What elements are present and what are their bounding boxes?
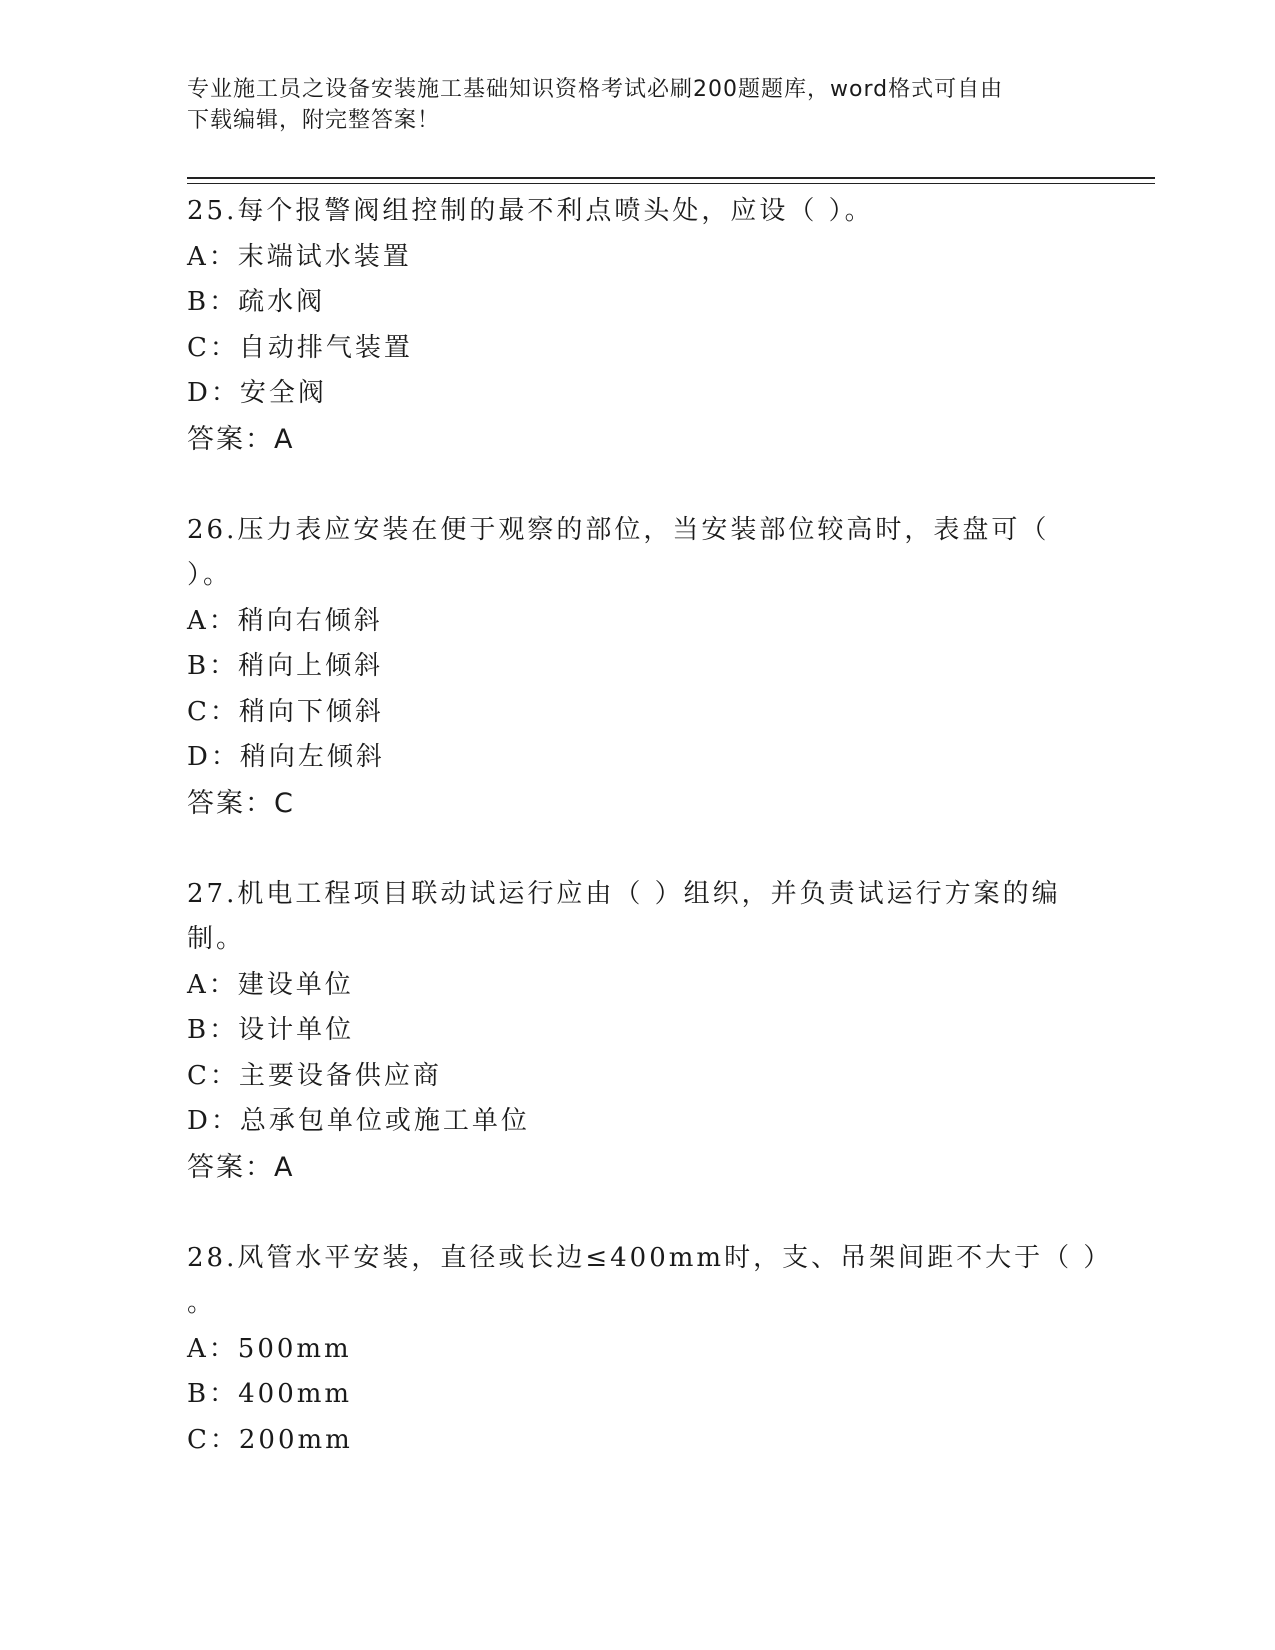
header-divider-thick	[187, 177, 1155, 179]
option-a: A：建设单位	[187, 969, 354, 1000]
question-stem: 25.每个报警阀组控制的最不利点喷头处，应设（ ）。	[187, 196, 874, 226]
question-list	[187, 189, 1113, 1463]
option-b: B：稍向上倾斜	[187, 651, 384, 681]
option-c: C：稍向下倾斜	[187, 696, 384, 727]
question-stem-continued: 制。	[187, 924, 246, 954]
option-c: C：自动排气装置	[187, 332, 413, 363]
header-line-2: 下载编辑，附完整答案！	[187, 108, 441, 133]
question-stem-continued: 。	[187, 1288, 217, 1318]
question-spacer	[187, 826, 1077, 872]
question-27	[187, 872, 1077, 1191]
option-b: B：400mm	[187, 1379, 353, 1409]
question-stem: 27.机电工程项目联动试运行应由（ ）组织，并负责试运行方案的编	[187, 878, 1061, 909]
question-spacer	[187, 462, 1077, 508]
answer: 答案：A	[187, 423, 295, 455]
question-stem-continued: ）。	[187, 560, 233, 590]
option-d: D：稍向左倾斜	[187, 742, 385, 772]
option-b: B：疏水阀	[187, 287, 326, 317]
answer: 答案：C	[187, 787, 295, 819]
option-d: D：安全阀	[187, 378, 327, 408]
header-divider-thin	[187, 183, 1155, 184]
option-a: A：稍向右倾斜	[187, 605, 383, 636]
question-spacer	[187, 1190, 1077, 1236]
option-a: A：末端试水装置	[187, 241, 412, 272]
option-a: A：500mm	[187, 1333, 352, 1364]
document-header	[187, 74, 1067, 136]
question-stem: 26.压力表应安装在便于观察的部位，当安装部位较高时，表盘可（	[187, 514, 1050, 545]
option-d: D：总承包单位或施工单位	[187, 1106, 530, 1136]
option-b: B：设计单位	[187, 1015, 355, 1045]
question-stem: 28.风管水平安装，直径或长边≤400mm时，支、吊架间距不大于（ ）	[187, 1242, 1113, 1273]
header-line-1: 专业施工员之设备安装施工基础知识资格考试必刷200题题库，word格式可自由	[187, 77, 1004, 102]
question-25	[187, 189, 1077, 462]
question-26	[187, 508, 1077, 827]
option-c: C：主要设备供应商	[187, 1060, 442, 1091]
option-c: C：200mm	[187, 1424, 353, 1455]
answer: 答案：A	[187, 1151, 295, 1183]
question-28	[187, 1236, 1113, 1464]
